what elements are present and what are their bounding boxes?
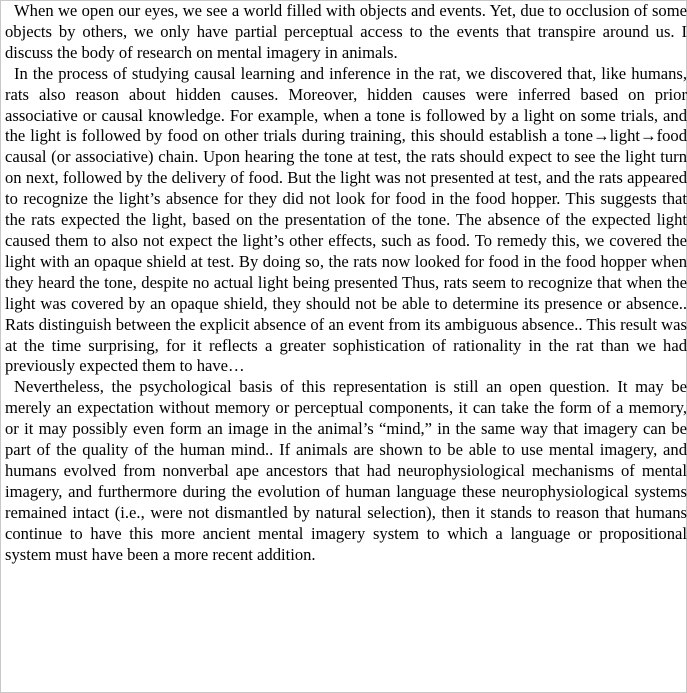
paragraph-mental-imagery: Nevertheless, the psychological basis of this representation is still an open question. It may be merely an expectation without memory or perceptual components, it can take the form of a memory, or it may possibly even form an image in the animal’s “mind,” in the same way that imagery can be part of the quality of the human mind.. If animals are shown to be able to use mental imagery, and humans evolved from nonverbal ape ancestors that had neurophysiological mechanisms of mental imagery, and furthermore during the evolution of human language these neurophysiological systems remained intact (i.e., were not dismantled by natural selection), then it stands to reason that humans continue to have this more ancient mental imagery system to which a language or propositional system must have been a more recent addition. [5,377,687,564]
document-body [5,1,687,565]
paragraph-intro: When we open our eyes, we see a world filled with objects and events. Yet, due to occlusion of some objects by others, we only have partial perceptual access to the events that transpire around us. I discuss the body of research on mental imagery in animals. [5,1,687,62]
paragraph-causal-learning: In the process of studying causal learning and inference in the rat, we discovered that, like humans, rats also reason about hidden causes. Moreover, hidden causes were inferred based on prior associative or causal knowledge. For example, when a tone is followed by a light on some trials, and the light is followed by food on other trials during training, this should establish a tone→light→food causal (or associative) chain. Upon hearing the tone at test, the rats should expect to see the light turn on next, followed by the delivery of food. But the light was not presented at test, and the rats appeared to recognize the light’s absence for they did not look for food in the food hopper. This suggests that the rats expected the light, based on the presentation of the tone. The absence of the expected light caused them to also not expect the light’s other effects, such as food. To remedy this, we covered the light with an opaque shield at test. By doing so, the rats now looked for food in the food hopper when they heard the tone, despite no actual light being presented Thus, rats seem to recognize that when the light was covered by an opaque shield, they should not be able to determine its presence or absence.. Rats distinguish between the explicit absence of an event from its ambiguous absence.. This result was at the time surprising, for it reflects a greater sophistication of rationality in the rat than we had previously expected them to have… [5,63,687,376]
